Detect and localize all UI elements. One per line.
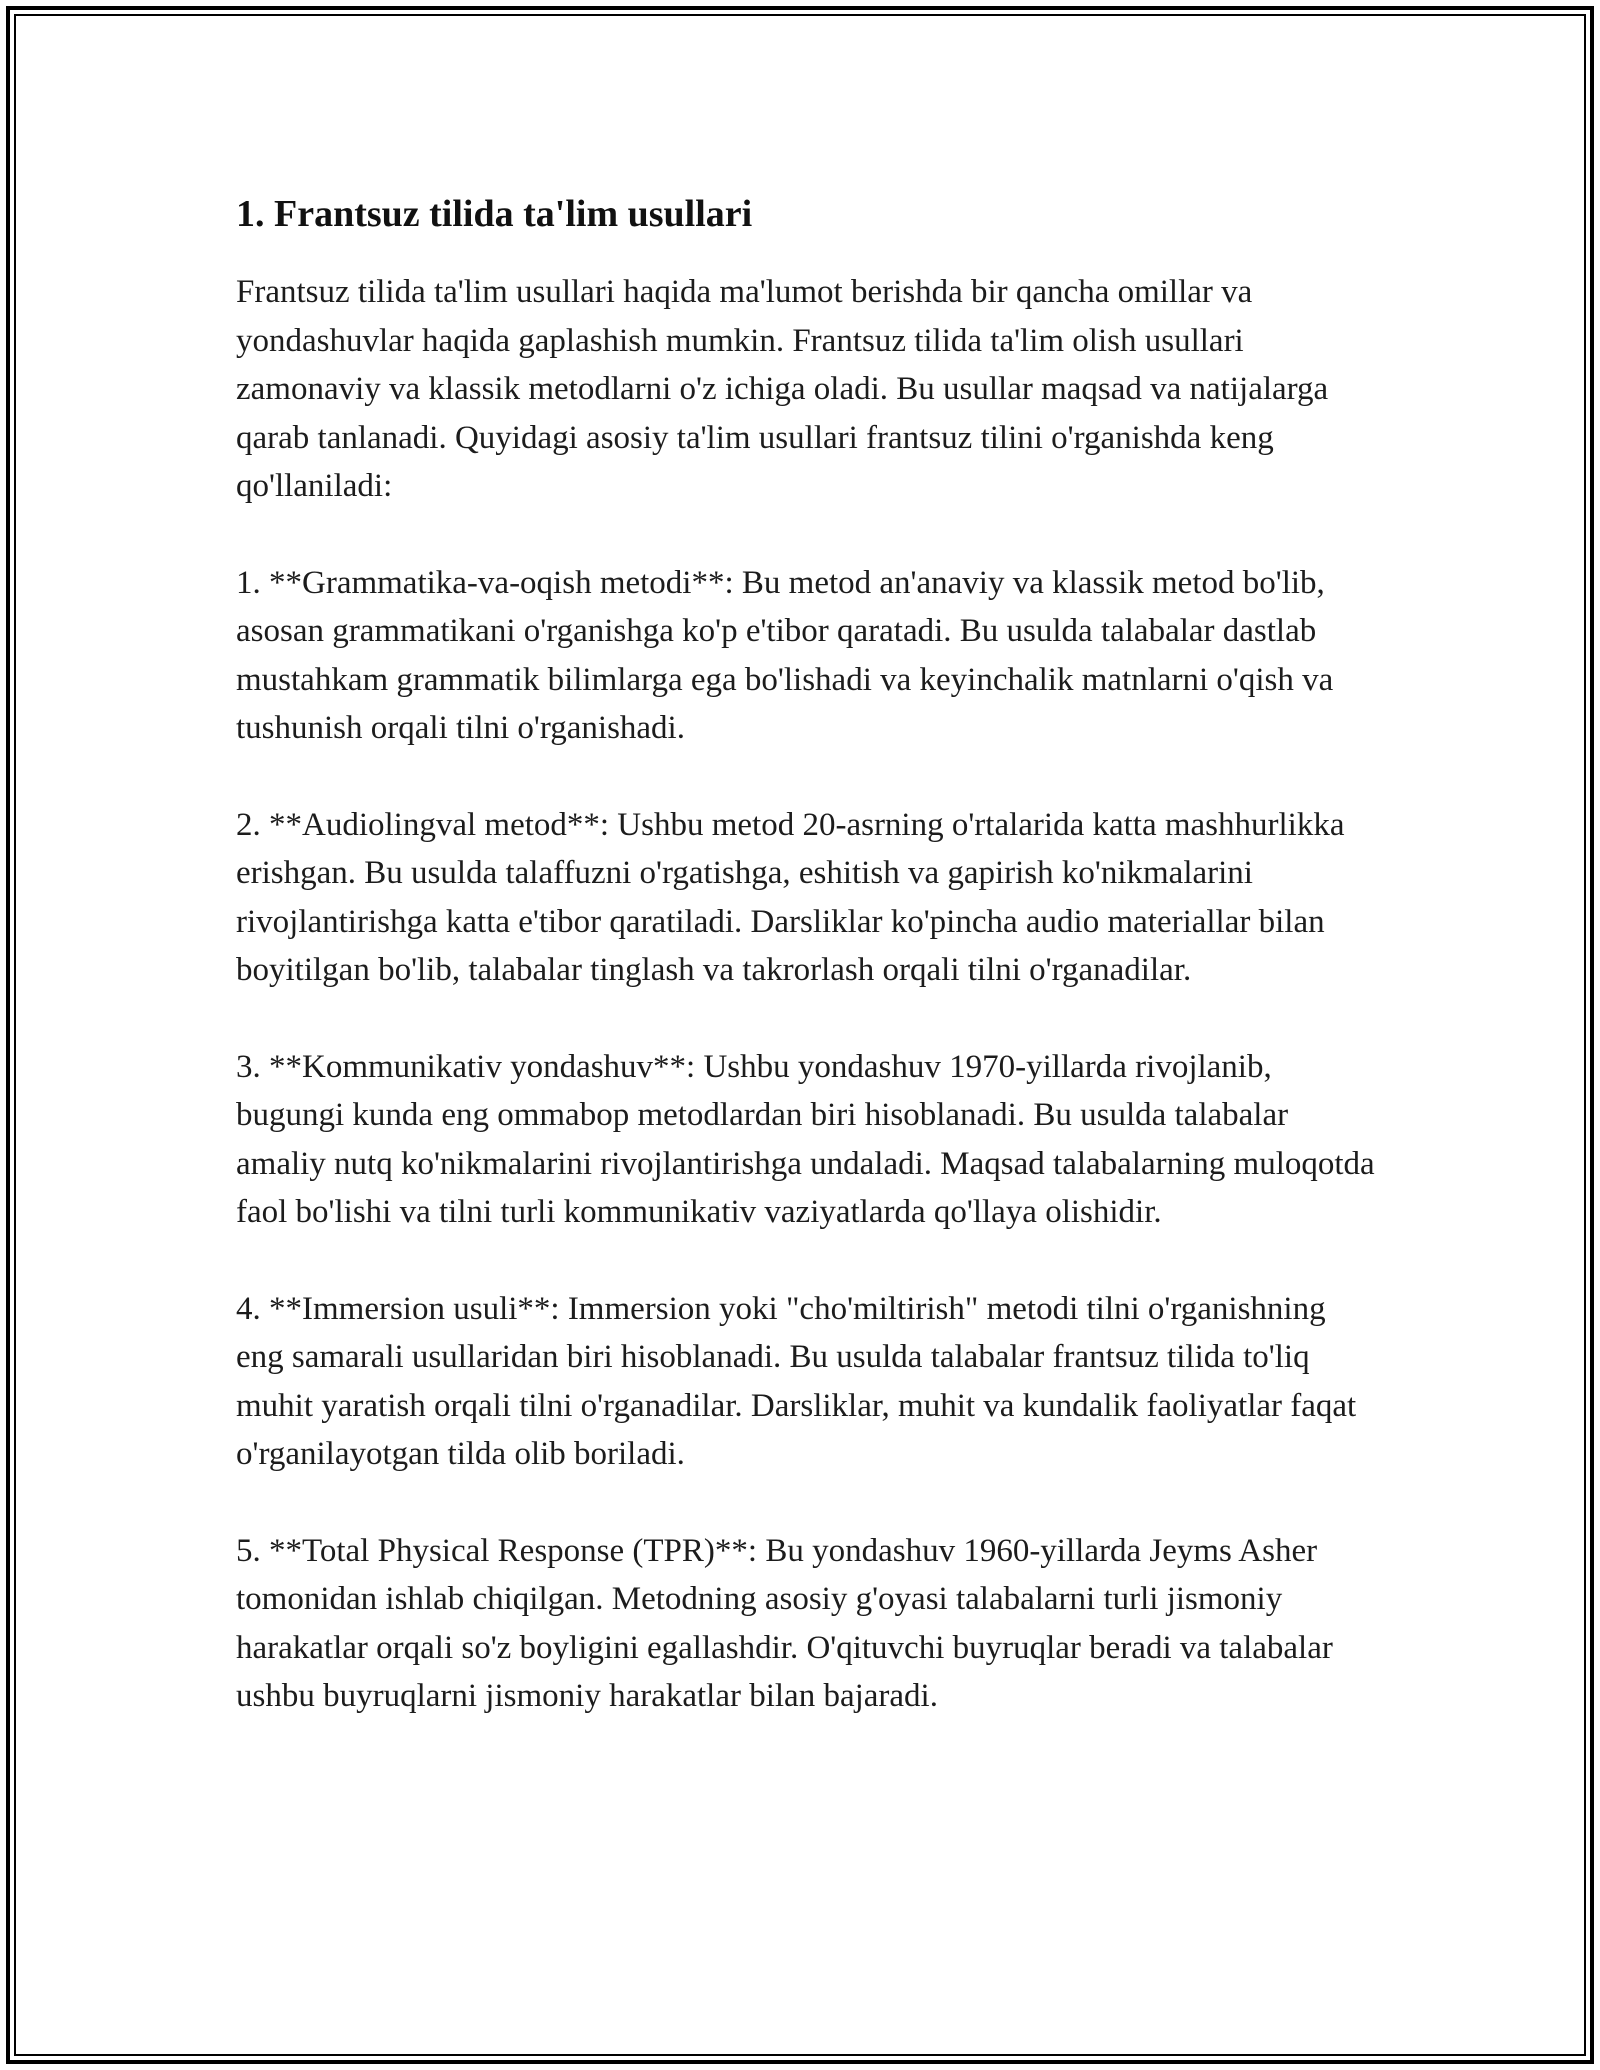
method-paragraph-tpr: 5. **Total Physical Response (TPR)**: Bu yondashuv 1960-yillarda Jeyms Asher tomonidan ishlab chiqilgan. Metodning asosiy g'oyasi talabalarni turli jismoniy harakatlar orqali so'z boyligini egallashdir. O'qituvchi buyruqlar beradi va talabalar ushbu buyruqlarni jismoniy harakatlar bilan bajaradi. (236, 1532, 1333, 1714)
intro-paragraph: Frantsuz tilida ta'lim usullari haqida ma'lumot berishda bir qancha omillar va yondashuvlar haqida gaplashish mumkin. Frantsuz tilida ta'lim olish usullari zamonaviy va klassik metodlarni o'z ichiga oladi. Bu usullar maqsad va natijalarga qarab tanlanadi. Quyidagi asosiy ta'lim usullari frantsuz tilini o'rganishda keng qo'llaniladi: (236, 274, 1329, 504)
method-paragraph-grammar-reading: 1. **Grammatika-va-oqish metodi**: Bu metod an'anaviy va klassik metod bo'lib, asosan grammatikani o'rganishga ko'p e'tibor qaratadi. Bu usulda talabalar dastlab mustahkam grammatik bilimlarga ega bo'lishadi va keyinchalik matnlarni o'qish va tushunish orqali tilni o'rganishadi. (236, 564, 1334, 746)
method-paragraph-communicative: 3. **Kommunikativ yondashuv**: Ushbu yondashuv 1970-yillarda rivojlanib, bugungi kunda eng ommabop metodlardan biri hisoblanadi. Bu usulda talabalar amaliy nutq ko'nikmalarini rivojlantirishga undaladi. Maqsad talabalarning muloqotda faol bo'lishi va tilni turli kommunikativ vaziyatlarda qo'llaya olishidir. (236, 1048, 1375, 1230)
method-paragraph-immersion: 4. **Immersion usuli**: Immersion yoki "cho'miltirish" metodi tilni o'rganishning eng samarali usullaridan biri hisoblanadi. Bu usulda talabalar frantsuz tilida to'liq muhit yaratish orqali tilni o'rganadilar. Darsliklar, muhit va kundalik faoliyatlar faqat o'rganilayotgan tilda olib boriladi. (236, 1290, 1357, 1472)
method-paragraph-audiolingual: 2. **Audiolingval metod**: Ushbu metod 20-asrning o'rtalarida katta mashhurlikka erishgan. Bu usulda talaffuzni o'rgatishga, eshitish va gapirish ko'nikmalarini rivojlantirishga katta e'tibor qaratiladi. Darsliklar ko'pincha audio materiallar bilan boyitilgan bo'lib, talabalar tinglash va takrorlash orqali tilni o'rganadilar. (236, 806, 1345, 988)
section-heading: 1. Frantsuz tilida ta'lim usullari (236, 193, 753, 235)
document-body (236, 188, 1376, 1769)
